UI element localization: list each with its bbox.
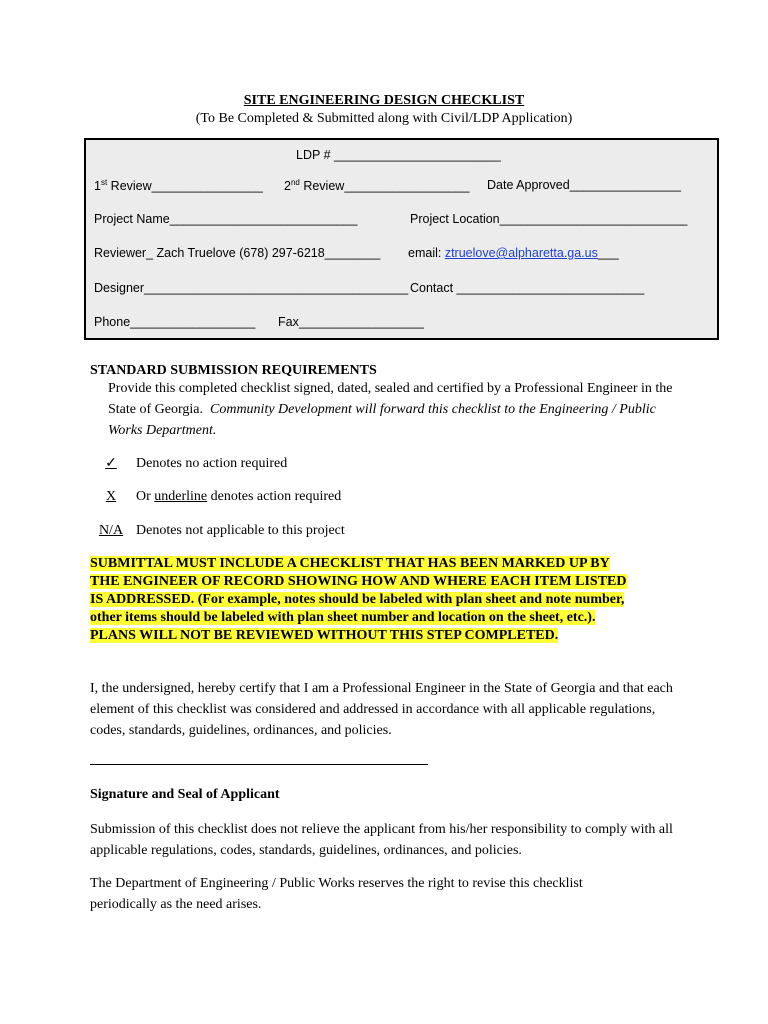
checkmark-icon: ✓: [105, 456, 117, 471]
disclaimer-paragraph: Submission of this checklist does not relieve the applicant from his/her responsibility to comply with all applicable regulations, codes, standards, guidelines, ordinances, and policies.: [90, 822, 673, 858]
date-approved-field[interactable]: Date Approved________________: [487, 178, 681, 192]
reviewer-field: Reviewer_ Zach Truelove (678) 297-6218________: [94, 246, 381, 260]
page-subtitle: (To Be Completed & Submitted along with Civil/LDP Application): [195, 111, 573, 126]
warning-line: PLANS WILL NOT BE REVIEWED WITHOUT THIS STEP COMPLETED.: [90, 628, 559, 643]
project-name-field[interactable]: Project Name___________________________: [94, 212, 358, 226]
second-review-field[interactable]: [284, 178, 469, 193]
ldp-field[interactable]: LDP # ________________________: [296, 148, 501, 162]
project-info-box: [84, 138, 719, 340]
second-review-num: 2: [284, 179, 291, 194]
legend-pre: Or: [136, 489, 155, 504]
legend-text: denotes action required: [207, 489, 342, 504]
section-title: STANDARD SUBMISSION REQUIREMENTS: [90, 363, 377, 378]
first-review-sup: st: [100, 178, 108, 187]
email-tail: ___: [597, 246, 619, 260]
legend-text: Denotes no action required: [136, 456, 288, 471]
phone-field[interactable]: Phone__________________: [94, 315, 256, 329]
page-title: SITE ENGINEERING DESIGN CHECKLIST: [243, 93, 525, 108]
second-review-label: Review__________________: [299, 179, 470, 194]
revision-note: The Department of Engineering / Public Works reserves the right to revise this checklist periodically as the need arises.: [90, 876, 583, 912]
submittal-warning: [90, 555, 680, 645]
email-label: email:: [408, 246, 445, 260]
first-review-num: 1: [94, 179, 101, 194]
certification-paragraph: I, the undersigned, hereby certify that I am a Professional Engineer in the State of Georgia and that each element of this checklist was considered and addressed in accordance with all applicable regulations, codes, standards, guidelines, ordinances, and policies.: [90, 681, 673, 738]
first-review-label: Review________________: [107, 179, 263, 194]
signature-caption: Signature and Seal of Applicant: [90, 787, 280, 802]
warning-line: SUBMITTAL MUST INCLUDE A CHECKLIST THAT HAS BEEN MARKED UP BY: [90, 556, 610, 571]
fax-field[interactable]: Fax__________________: [278, 315, 424, 329]
legend-not-applicable: [93, 523, 345, 539]
designer-field[interactable]: Designer______________________________________: [94, 281, 409, 295]
signature-line[interactable]: [90, 764, 428, 765]
intro-italic: Community Development will forward this checklist to the Engineering / Public Works Department.: [108, 402, 656, 438]
intro-paragraph: [108, 378, 678, 441]
first-review-field[interactable]: [94, 178, 263, 193]
email-field: [408, 246, 619, 260]
warning-line: THE ENGINEER OF RECORD SHOWING HOW AND WHERE EACH ITEM LISTED: [90, 574, 627, 589]
legend-no-action: [93, 455, 287, 472]
warning-line: other items should be labeled with plan sheet number and location on the sheet, etc.).: [90, 610, 596, 625]
legend-action-required: [93, 489, 341, 505]
legend-underline-word: underline: [154, 489, 208, 504]
intro-plain: Provide this completed checklist signed, dated, sealed and certified by a Professional Engineer in the State of Georgia.: [108, 381, 673, 417]
legend-text: Denotes not applicable to this project: [136, 523, 345, 538]
project-location-field[interactable]: Project Location___________________________: [410, 212, 688, 226]
second-review-sup: nd: [290, 178, 300, 187]
contact-field[interactable]: Contact ___________________________: [410, 281, 645, 295]
na-mark: N/A: [98, 523, 124, 538]
warning-line: IS ADDRESSED. (For example, notes should be labeled with plan sheet and note number,: [90, 592, 625, 607]
x-mark-icon: X: [105, 489, 117, 504]
email-link[interactable]: ztruelove@alpharetta.ga.us: [444, 246, 598, 260]
